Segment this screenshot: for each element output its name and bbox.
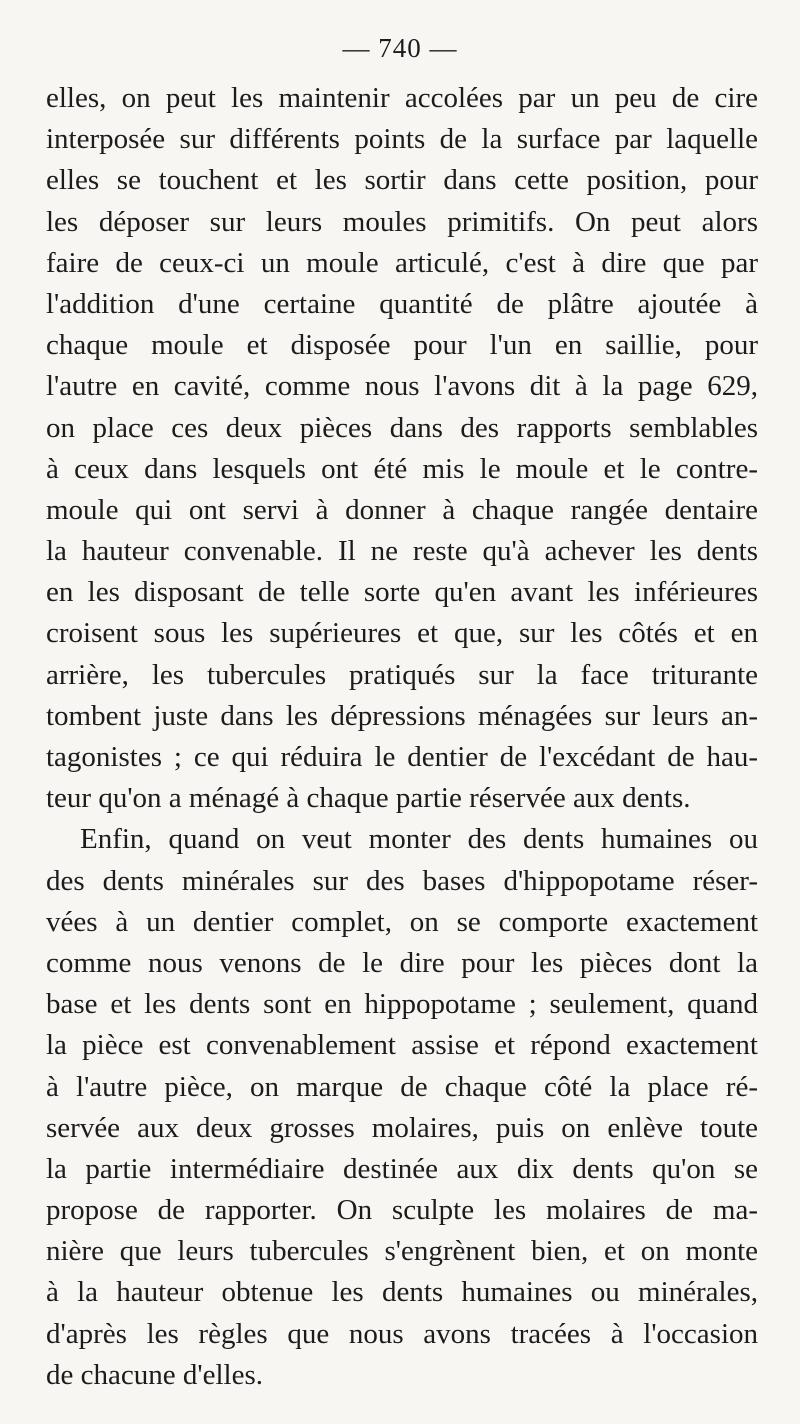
- text-line: elles, on peut les maintenir accolées par un peu de cire: [46, 82, 758, 114]
- text-line: nière que leurs tubercules s'engrènent bien, et on monte: [46, 1235, 758, 1268]
- text-line: base et les dents sont en hippopotame ; seulement, quand: [46, 988, 758, 1021]
- text-line: moule qui ont servi à donner à chaque rangée dentaire: [46, 493, 758, 526]
- text-line: l'addition d'une certaine quantité de plâtre ajoutée à: [46, 287, 758, 320]
- text-line: elles se touchent et les sortir dans cette position, pour: [46, 164, 758, 197]
- text-line: propose de rapporter. On sculpte les molaires de ma-: [46, 1194, 758, 1227]
- text-line: Enfin, quand on veut monter des dents humaines ou: [80, 823, 758, 856]
- text-line: à ceux dans lesquels ont été mis le moule et le contre-: [46, 452, 758, 485]
- text-line: arrière, les tubercules pratiqués sur la face triturante: [46, 658, 758, 691]
- text-line: en les disposant de telle sorte qu'en avant les inférieures: [46, 576, 758, 609]
- text-line: l'autre en cavité, comme nous l'avons dit à la page 629,: [46, 370, 758, 403]
- text-line: la hauteur convenable. Il ne reste qu'à achever les dents: [46, 535, 758, 568]
- text-line: à la hauteur obtenue les dents humaines ou minérales,: [46, 1276, 758, 1309]
- text-line: on place ces deux pièces dans des rapports semblables: [46, 411, 758, 444]
- page-number: — 740 —: [342, 33, 458, 63]
- text-line: la partie intermédiaire destinée aux dix dents qu'on se: [46, 1152, 758, 1185]
- text-line: d'après les règles que nous avons tracées à l'occasion: [46, 1317, 758, 1350]
- text-line: de chacune d'elles.: [46, 1358, 263, 1391]
- text-line: croisent sous les supérieures et que, sur les côtés et en: [46, 617, 758, 650]
- text-line: servée aux deux grosses molaires, puis on enlève toute: [46, 1111, 758, 1144]
- text-line: comme nous venons de le dire pour les pièces dont la: [46, 946, 758, 979]
- text-line: interposée sur différents points de la surface par laquelle: [46, 123, 758, 156]
- body-text: [46, 78, 758, 1396]
- text-line: la pièce est convenablement assise et répond exactement: [46, 1029, 758, 1062]
- text-line: des dents minérales sur des bases d'hippopotame réser-: [46, 864, 758, 897]
- text-line: vées à un dentier complet, on se comporte exactement: [46, 905, 758, 938]
- text-line: chaque moule et disposée pour l'un en saillie, pour: [46, 329, 758, 362]
- text-line: à l'autre pièce, on marque de chaque côté la place ré-: [46, 1070, 758, 1103]
- text-line: teur qu'on a ménagé à chaque partie réservée aux dents.: [46, 782, 691, 815]
- text-line: les déposer sur leurs moules primitifs. On peut alors: [46, 205, 758, 238]
- text-line: tagonistes ; ce qui réduira le dentier de l'excédant de hau-: [46, 741, 758, 773]
- text-line: faire de ceux-ci un moule articulé, c'est à dire que par: [46, 246, 758, 279]
- text-line: tombent juste dans les dépressions ménagées sur leurs an-: [46, 699, 758, 732]
